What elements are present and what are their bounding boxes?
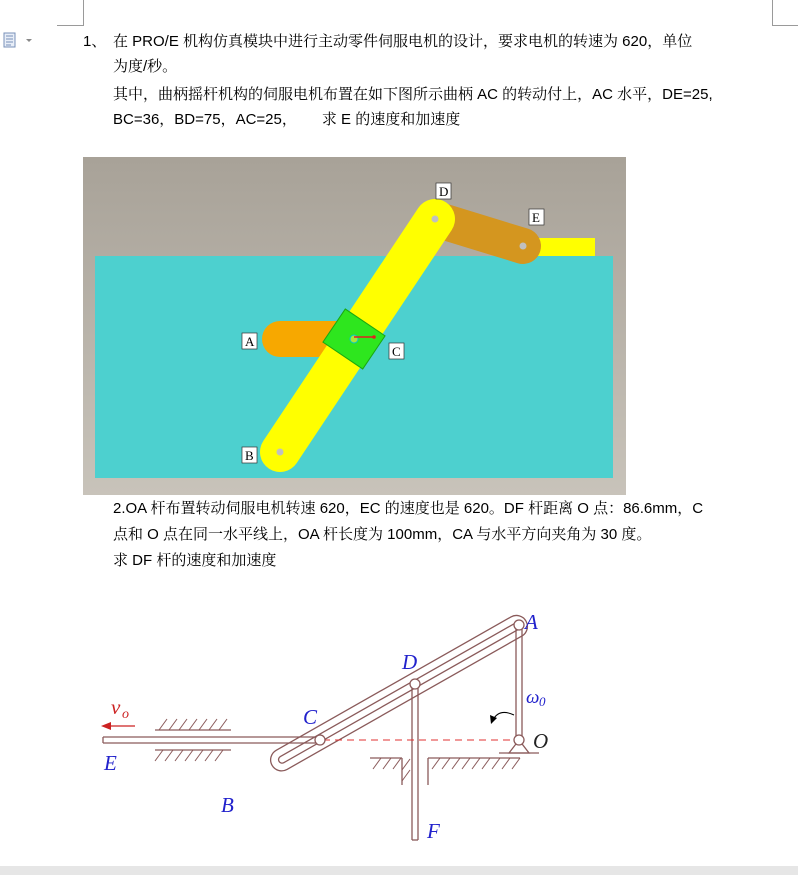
joint-o-pin — [514, 735, 524, 745]
problem1-line3: 其中，曲柄摇杆机构的伺服电机布置在如下图所示曲柄 AC 的转动付上，AC 水平，DE=25, — [113, 86, 713, 103]
label-e: E — [104, 751, 117, 775]
label-omega: ω — [526, 687, 540, 708]
margin-mark-left-horizontal — [57, 25, 84, 26]
guide-f-hatch — [373, 758, 520, 781]
figure2-mechanism-schematic — [95, 600, 555, 850]
page-bottom-edge — [0, 866, 798, 875]
label-c: C — [303, 705, 318, 729]
rotation-arrow — [493, 712, 514, 720]
label-d-box — [436, 183, 451, 199]
margin-mark-right-vertical — [772, 0, 773, 26]
slider-e-bar — [533, 238, 595, 256]
joint-e — [520, 243, 527, 250]
label-a: A — [525, 610, 538, 634]
label-f: F — [427, 819, 440, 843]
label-b: B — [221, 793, 234, 817]
label-c: C — [392, 344, 401, 359]
label-d: D — [402, 650, 418, 674]
label-a-box — [242, 333, 257, 349]
problem2-line1: 2.OA 杆布置转动伺服电机转速 620，EC 的速度也是 620。DF 杆距离 O 点：86.6mm，C — [113, 500, 704, 517]
velocity-arrow-head — [101, 722, 111, 730]
problem2-line3: 求 DF 杆的速度和加速度 — [113, 552, 277, 569]
label-c-box — [389, 343, 404, 359]
problem1-line1: 在 PRO/E 机构仿真模块中进行主动零件伺服电机的设计，要求电机的转速为 620，单位 — [113, 33, 693, 50]
label-o: O — [533, 729, 549, 753]
problem1-line2: 为度/秒。 — [113, 58, 178, 75]
document-options-icon[interactable] — [2, 31, 20, 49]
label-d: D — [439, 184, 449, 199]
guide-e-hatch-top — [159, 719, 227, 730]
guide-e-hatch-bottom — [155, 750, 223, 761]
label-e: E — [532, 210, 540, 225]
joint-d — [432, 216, 439, 223]
label-velocity: v — [111, 695, 121, 719]
margin-mark-right-horizontal — [772, 25, 798, 26]
joint-b — [277, 449, 284, 456]
problem1-line4: BC=36，BD=75，AC=25， 求 E 的速度和加速度 — [113, 111, 461, 128]
label-b-box — [242, 447, 257, 463]
problem2-line2: 点和 O 点在同一水平线上，OA 杆长度为 100mm，CA 与水平方向夹角为 30 度。 — [113, 526, 652, 543]
figure1-mechanism-render — [83, 157, 626, 495]
label-omega-sub: 0 — [539, 694, 546, 709]
label-a: A — [245, 334, 255, 349]
joint-c — [350, 335, 358, 343]
slotted-link — [267, 611, 532, 774]
label-e-box — [529, 209, 544, 225]
joint-d-pin — [410, 679, 420, 689]
joint-a-pin — [514, 620, 524, 630]
margin-mark-left-vertical — [83, 0, 84, 26]
label-b: B — [245, 448, 254, 463]
problem1-number: 1、 — [83, 33, 107, 50]
joint-c-pin — [315, 735, 325, 745]
label-velocity-sub: o — [122, 707, 129, 722]
